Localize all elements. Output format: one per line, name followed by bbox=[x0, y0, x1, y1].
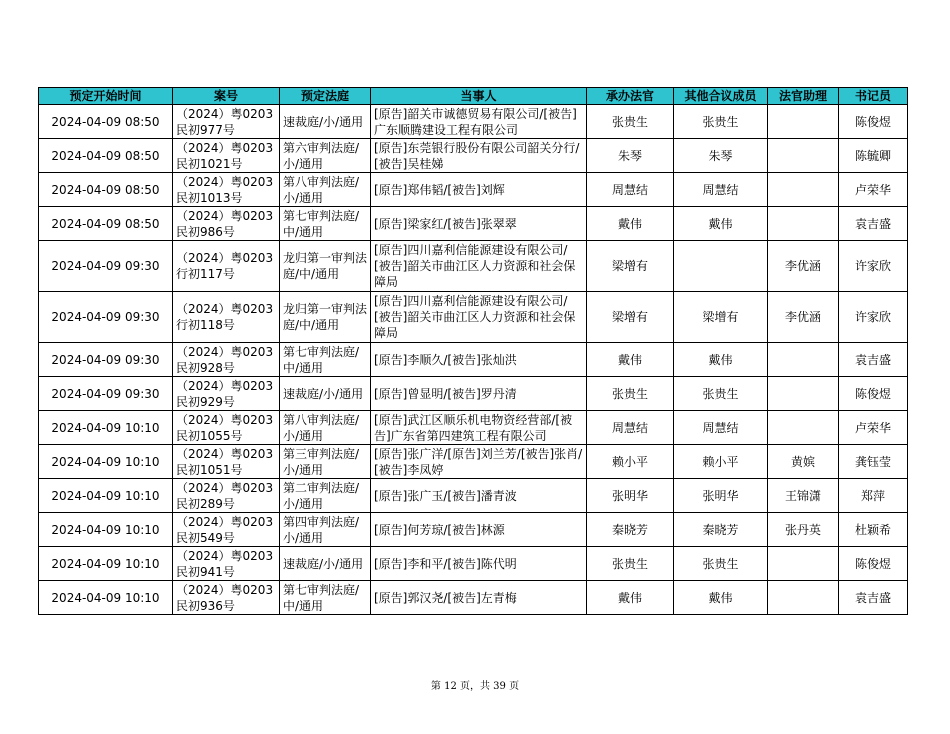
cell-time: 2024-04-09 08:50 bbox=[39, 173, 173, 207]
col-header-parties: 当事人 bbox=[371, 88, 587, 105]
cell-clerk: 许家欣 bbox=[839, 292, 908, 343]
cell-judge: 戴伟 bbox=[587, 343, 674, 377]
cell-parties: [原告]张广玉/[被告]潘青波 bbox=[371, 479, 587, 513]
cell-clerk: 杜颖希 bbox=[839, 513, 908, 547]
cell-parties: [原告]何芳琼/[被告]林源 bbox=[371, 513, 587, 547]
cell-parties: [原告]李顺久/[被告]张灿洪 bbox=[371, 343, 587, 377]
cell-case: （2024）粤0203民初929号 bbox=[173, 377, 280, 411]
cell-assistant bbox=[768, 411, 839, 445]
cell-members: 朱琴 bbox=[674, 139, 768, 173]
cell-case: （2024）粤0203民初986号 bbox=[173, 207, 280, 241]
cell-parties: [原告]四川嘉利信能源建设有限公司/[被告]韶关市曲江区人力资源和社会保障局 bbox=[371, 292, 587, 343]
cell-parties: [原告]东莞银行股份有限公司韶关分行/[被告]吴桂娣 bbox=[371, 139, 587, 173]
cell-assistant bbox=[768, 105, 839, 139]
cell-court: 第七审判法庭/中/通用 bbox=[280, 581, 371, 615]
cell-judge: 秦晓芳 bbox=[587, 513, 674, 547]
cell-court: 第七审判法庭/中/通用 bbox=[280, 343, 371, 377]
cell-judge: 朱琴 bbox=[587, 139, 674, 173]
cell-members: 张贵生 bbox=[674, 547, 768, 581]
cell-time: 2024-04-09 10:10 bbox=[39, 411, 173, 445]
cell-case: （2024）粤0203民初289号 bbox=[173, 479, 280, 513]
cell-case: （2024）粤0203民初936号 bbox=[173, 581, 280, 615]
cell-clerk: 袁吉盛 bbox=[839, 343, 908, 377]
cell-clerk: 陈毓卿 bbox=[839, 139, 908, 173]
cell-court: 第七审判法庭/中/通用 bbox=[280, 207, 371, 241]
cell-case: （2024）粤0203民初1013号 bbox=[173, 173, 280, 207]
cell-assistant bbox=[768, 547, 839, 581]
table-row bbox=[39, 377, 908, 411]
cell-judge: 张贵生 bbox=[587, 547, 674, 581]
cell-time: 2024-04-09 10:10 bbox=[39, 479, 173, 513]
cell-time: 2024-04-09 09:30 bbox=[39, 377, 173, 411]
table-row bbox=[39, 513, 908, 547]
cell-judge: 张贵生 bbox=[587, 105, 674, 139]
cell-clerk: 袁吉盛 bbox=[839, 581, 908, 615]
table-row bbox=[39, 343, 908, 377]
col-header-court: 预定法庭 bbox=[280, 88, 371, 105]
cell-time: 2024-04-09 09:30 bbox=[39, 343, 173, 377]
table-row bbox=[39, 139, 908, 173]
cell-judge: 赖小平 bbox=[587, 445, 674, 479]
cell-assistant bbox=[768, 343, 839, 377]
table-row bbox=[39, 547, 908, 581]
cell-parties: [原告]韶关市诚德贸易有限公司/[被告]广东顺腾建设工程有限公司 bbox=[371, 105, 587, 139]
cell-case: （2024）粤0203行初117号 bbox=[173, 241, 280, 292]
cell-court: 第六审判法庭/小/通用 bbox=[280, 139, 371, 173]
cell-clerk: 龚钰莹 bbox=[839, 445, 908, 479]
table-row bbox=[39, 479, 908, 513]
cell-members: 张贵生 bbox=[674, 105, 768, 139]
cell-time: 2024-04-09 10:10 bbox=[39, 513, 173, 547]
cell-case: （2024）粤0203民初1055号 bbox=[173, 411, 280, 445]
col-header-members: 其他合议成员 bbox=[674, 88, 768, 105]
cell-court: 速裁庭/小/通用 bbox=[280, 547, 371, 581]
cell-clerk: 卢荣华 bbox=[839, 411, 908, 445]
cell-clerk: 陈俊煜 bbox=[839, 377, 908, 411]
cell-assistant: 李优涵 bbox=[768, 292, 839, 343]
cell-members: 周慧结 bbox=[674, 411, 768, 445]
cell-case: （2024）粤0203民初1051号 bbox=[173, 445, 280, 479]
cell-court: 第八审判法庭/小/通用 bbox=[280, 411, 371, 445]
cell-parties: [原告]四川嘉利信能源建设有限公司/[被告]韶关市曲江区人力资源和社会保障局 bbox=[371, 241, 587, 292]
cell-time: 2024-04-09 08:50 bbox=[39, 105, 173, 139]
cell-case: （2024）粤0203民初941号 bbox=[173, 547, 280, 581]
cell-court: 第二审判法庭/小/通用 bbox=[280, 479, 371, 513]
table-row bbox=[39, 411, 908, 445]
cell-assistant bbox=[768, 377, 839, 411]
cell-parties: [原告]曾显明/[被告]罗丹清 bbox=[371, 377, 587, 411]
cell-time: 2024-04-09 10:10 bbox=[39, 581, 173, 615]
cell-members: 赖小平 bbox=[674, 445, 768, 479]
cell-judge: 梁增有 bbox=[587, 292, 674, 343]
cell-case: （2024）粤0203行初118号 bbox=[173, 292, 280, 343]
cell-members: 戴伟 bbox=[674, 343, 768, 377]
cell-assistant: 张丹英 bbox=[768, 513, 839, 547]
cell-assistant: 王锦潇 bbox=[768, 479, 839, 513]
cell-assistant bbox=[768, 139, 839, 173]
cell-judge: 张贵生 bbox=[587, 377, 674, 411]
cell-time: 2024-04-09 08:50 bbox=[39, 207, 173, 241]
table-row bbox=[39, 445, 908, 479]
cell-members: 梁增有 bbox=[674, 292, 768, 343]
table-row bbox=[39, 292, 908, 343]
cell-case: （2024）粤0203民初549号 bbox=[173, 513, 280, 547]
cell-members: 张贵生 bbox=[674, 377, 768, 411]
col-header-judge: 承办法官 bbox=[587, 88, 674, 105]
cell-assistant bbox=[768, 581, 839, 615]
cell-clerk: 许家欣 bbox=[839, 241, 908, 292]
cell-judge: 周慧结 bbox=[587, 411, 674, 445]
cell-parties: [原告]郑伟韬/[被告]刘辉 bbox=[371, 173, 587, 207]
cell-assistant: 李优涵 bbox=[768, 241, 839, 292]
cell-time: 2024-04-09 09:30 bbox=[39, 241, 173, 292]
cell-judge: 张明华 bbox=[587, 479, 674, 513]
cell-parties: [原告]武江区顺乐机电物资经营部/[被告]广东省第四建筑工程有限公司 bbox=[371, 411, 587, 445]
cell-court: 第八审判法庭/小/通用 bbox=[280, 173, 371, 207]
cell-members: 戴伟 bbox=[674, 581, 768, 615]
cell-members: 戴伟 bbox=[674, 207, 768, 241]
cell-assistant: 黄嫔 bbox=[768, 445, 839, 479]
cell-court: 第四审判法庭/小/通用 bbox=[280, 513, 371, 547]
cell-parties: [原告]梁家红/[被告]张翠翠 bbox=[371, 207, 587, 241]
cell-time: 2024-04-09 09:30 bbox=[39, 292, 173, 343]
cell-clerk: 袁吉盛 bbox=[839, 207, 908, 241]
cell-time: 2024-04-09 08:50 bbox=[39, 139, 173, 173]
cell-court: 龙归第一审判法庭/中/通用 bbox=[280, 241, 371, 292]
cell-time: 2024-04-09 10:10 bbox=[39, 445, 173, 479]
cell-parties: [原告]郭汉尧/[被告]左青梅 bbox=[371, 581, 587, 615]
cell-assistant bbox=[768, 173, 839, 207]
col-header-assistant: 法官助理 bbox=[768, 88, 839, 105]
cell-judge: 周慧结 bbox=[587, 173, 674, 207]
cell-court: 龙归第一审判法庭/中/通用 bbox=[280, 292, 371, 343]
cell-members: 秦晓芳 bbox=[674, 513, 768, 547]
cell-judge: 戴伟 bbox=[587, 207, 674, 241]
col-header-case: 案号 bbox=[173, 88, 280, 105]
cell-judge: 梁增有 bbox=[587, 241, 674, 292]
cell-court: 第三审判法庭/小/通用 bbox=[280, 445, 371, 479]
cell-clerk: 陈俊煜 bbox=[839, 105, 908, 139]
page-footer: 第 12 页，共 39 页 bbox=[430, 681, 520, 692]
cell-time: 2024-04-09 10:10 bbox=[39, 547, 173, 581]
cell-court: 速裁庭/小/通用 bbox=[280, 377, 371, 411]
cell-court: 速裁庭/小/通用 bbox=[280, 105, 371, 139]
col-header-clerk: 书记员 bbox=[839, 88, 908, 105]
cell-case: （2024）粤0203民初977号 bbox=[173, 105, 280, 139]
table-row bbox=[39, 207, 908, 241]
col-header-time: 预定开始时间 bbox=[39, 88, 173, 105]
cell-parties: [原告]张广洋/[原告]刘兰芳/[被告]张肖/[被告]李凤婷 bbox=[371, 445, 587, 479]
cell-assistant bbox=[768, 207, 839, 241]
cell-clerk: 郑萍 bbox=[839, 479, 908, 513]
cell-parties: [原告]李和平/[被告]陈代明 bbox=[371, 547, 587, 581]
table-header-row bbox=[39, 88, 908, 105]
cell-clerk: 陈俊煜 bbox=[839, 547, 908, 581]
cell-members bbox=[674, 241, 768, 292]
cell-members: 张明华 bbox=[674, 479, 768, 513]
cell-clerk: 卢荣华 bbox=[839, 173, 908, 207]
cell-case: （2024）粤0203民初928号 bbox=[173, 343, 280, 377]
table-row bbox=[39, 241, 908, 292]
cell-judge: 戴伟 bbox=[587, 581, 674, 615]
table-row bbox=[39, 173, 908, 207]
cell-case: （2024）粤0203民初1021号 bbox=[173, 139, 280, 173]
hearing-schedule-table bbox=[38, 87, 908, 615]
table-row bbox=[39, 105, 908, 139]
cell-members: 周慧结 bbox=[674, 173, 768, 207]
table-row bbox=[39, 581, 908, 615]
